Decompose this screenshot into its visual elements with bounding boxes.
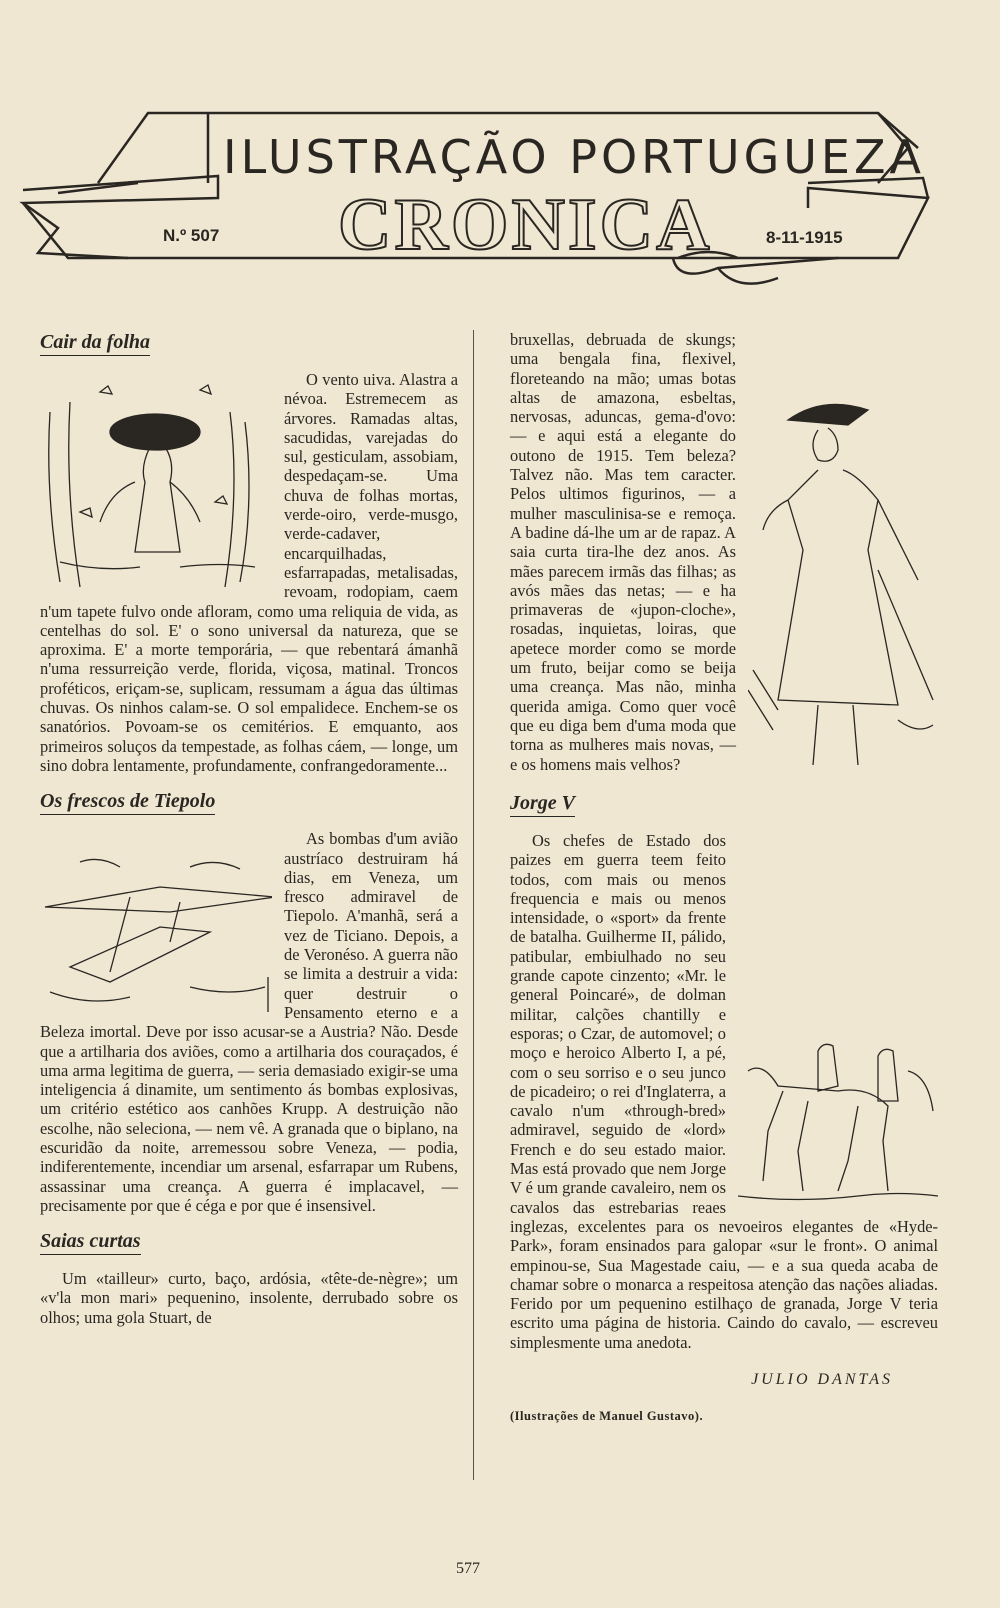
issue-date: 8-11-1915 [766,228,843,247]
illustration-credit: (Ilustrações de Manuel Gustavo). [510,1409,704,1424]
column-divider [473,330,474,1480]
page-number: 577 [456,1560,480,1577]
article-body-continued: bruxellas, debruada de skungs; uma bengala fina, flexivel, floreteando na mão; umas botas altas de amazona, esbeltas, nervosas, aduncas, gema-d'ovo: — e aqui está a elegante do outono de 1915. Tem beleza? Talvez não. Mas tem caracter. Pelos ultimos figurinos, — a mulher masculinisa-se e remoça. A badine dá-lhe um ar de rapaz. A saia curta tira-lhe dez anos. As mães parecem irmãs das filhas; as avós mães das netas; — e ha primaveras de «jupon-cloche», rosadas, inquietas, loiras, que apetece morder como se morde um fruto, beijar como se beija uma creança. Mas não, minha querida amiga. Como quer você que eu diga bem d'uma moda que torna as mulheres mais novas, — e os homens mais velhos? [510,330,736,774]
article-jorge-v [510,791,938,1352]
article-body: O vento uiva. Alastra a névoa. Estremecem as árvores. Ramadas altas, sacudidas, varejadas do sul, gesticulam, assobiam, despedaçam-se. Uma chuva de folhas mortas, verde-oiro, verde-musgo, verde-cadaver, encarquilhadas, esfarrapadas, metalisadas, revoam, rodopiam, caem n'um tapete fulvo onde afloram, como uma reliquia de vida, as centelhas do sol. E' o sono universal da natureza, que se aproxima. E' a morte temporária, — que rebentará ámanhã n'uma ressurreição verde, florida, viçosa, matinal. Troncos proféticos, eriçam-se, suplicam, ressumam a água das últimas chuvas. Os ninhos calam-se. O sol empalidece. Enchem-se os sanatórios. Povoam-se os cemitérios. E emquanto, aos primeiros soluços da tempestade, as folhas cáem, — longe, um sino dobra lentamente, profundamente, confrangedoramente... [40,370,458,775]
king-on-horseback-illustration [738,1031,938,1206]
article-body: Um «tailleur» curto, baço, ardósia, «tête-de-nègre»; um «v'la mon mari» pequenino, insolente, derrubado sobre os olhos; uma gola Stuart, de [40,1269,458,1327]
left-column [40,330,458,1327]
masthead [18,108,943,298]
magazine-title: ILUSTRAÇÃO PORTUGUEZA [223,130,925,184]
article-title: Saias curtas [40,1229,141,1255]
article-title: Os frescos de Tiepolo [40,789,215,815]
elegant-woman-illustration [748,390,938,775]
article-saias-curtas [40,1229,458,1327]
right-column [510,330,938,1427]
author-byline: JULIO DANTAS [751,1371,893,1389]
section-heading: CRONICA [338,184,713,266]
article-body: Os chefes de Estado dos paizes em guerra teem feito todos, com mais ou menos frequencia e mais ou menos intensidade, o «sport» da frente de batalha. Guilherme II, pálido, patibular, embiulhado no seu grande capote cinzento; «Mr. le general Poincaré», de dolman militar, calções chantilly e esporas; o Czar, de automovel; o moço e heroico Alberto I, a pé, com o seu sorriso e o seu junco de picadeiro; o rei d'Inglaterra, a cavalo n'um «through-bred» admiravel, seguido de «lord» French e do seu estado maior. Mas está provado que nem Jorge V é um grande cavaleiro, nem os cavalos das estrebarias reaes inglezas, excelentes para os nevoeiros elegantes de «Hyde-Park», foram ensinados para galopar «sur le front». O animal empinou-se, Sua Magestade caiu, — e a sua queda acaba de chamar sobre o monarca a respeitosa atenção das nações aliadas. Ferido por um pequenino estilhaço de granada, Jorge V teria escrito uma página de historia. Caindo do cavalo, — escreveu simplesmente uma anedota. [510,831,938,1352]
biplane-illustration [40,857,272,1017]
article-body: As bombas d'um avião austríaco destruiram há dias, em Veneza, um fresco admiravel de Tiepolo. A'manhã, será a vez de Ticiano. Depois, a de Veronéso. A guerra não se limita a destruir a vida: quer destruir o Pensamento eterno e a Beleza imortal. Deve por isso acusar-se a Austria? Não. Desde que a artilharia dos aviões, como a artilharia dos couraçados, é uma arma legitima de guerra, — seria demasiado exigir-se uma inteligencia á dinamite, um sentimento ás bombas explosivas, um critério estético aos canhões Krupp. A destruição não escolhe, não seleciona, — nem vê. A granada que o biplano, na escuridão da noite, arremessou sobre Veneza, — podia, indiferentemente, incendiar um arsenal, esfarrapar um Rubens, assassinar uma creança. A guerra é implacavel, — precisamente por que é céga e por que é insensivel. [40,829,458,1215]
article-frescos-de-tiepolo [40,789,458,1215]
issue-number: N.º 507 [163,226,220,245]
woman-under-trees-illustration [40,372,272,597]
article-title: Cair da folha [40,330,150,356]
article-title: Jorge V [510,791,575,817]
article-cair-da-folha [40,330,458,775]
